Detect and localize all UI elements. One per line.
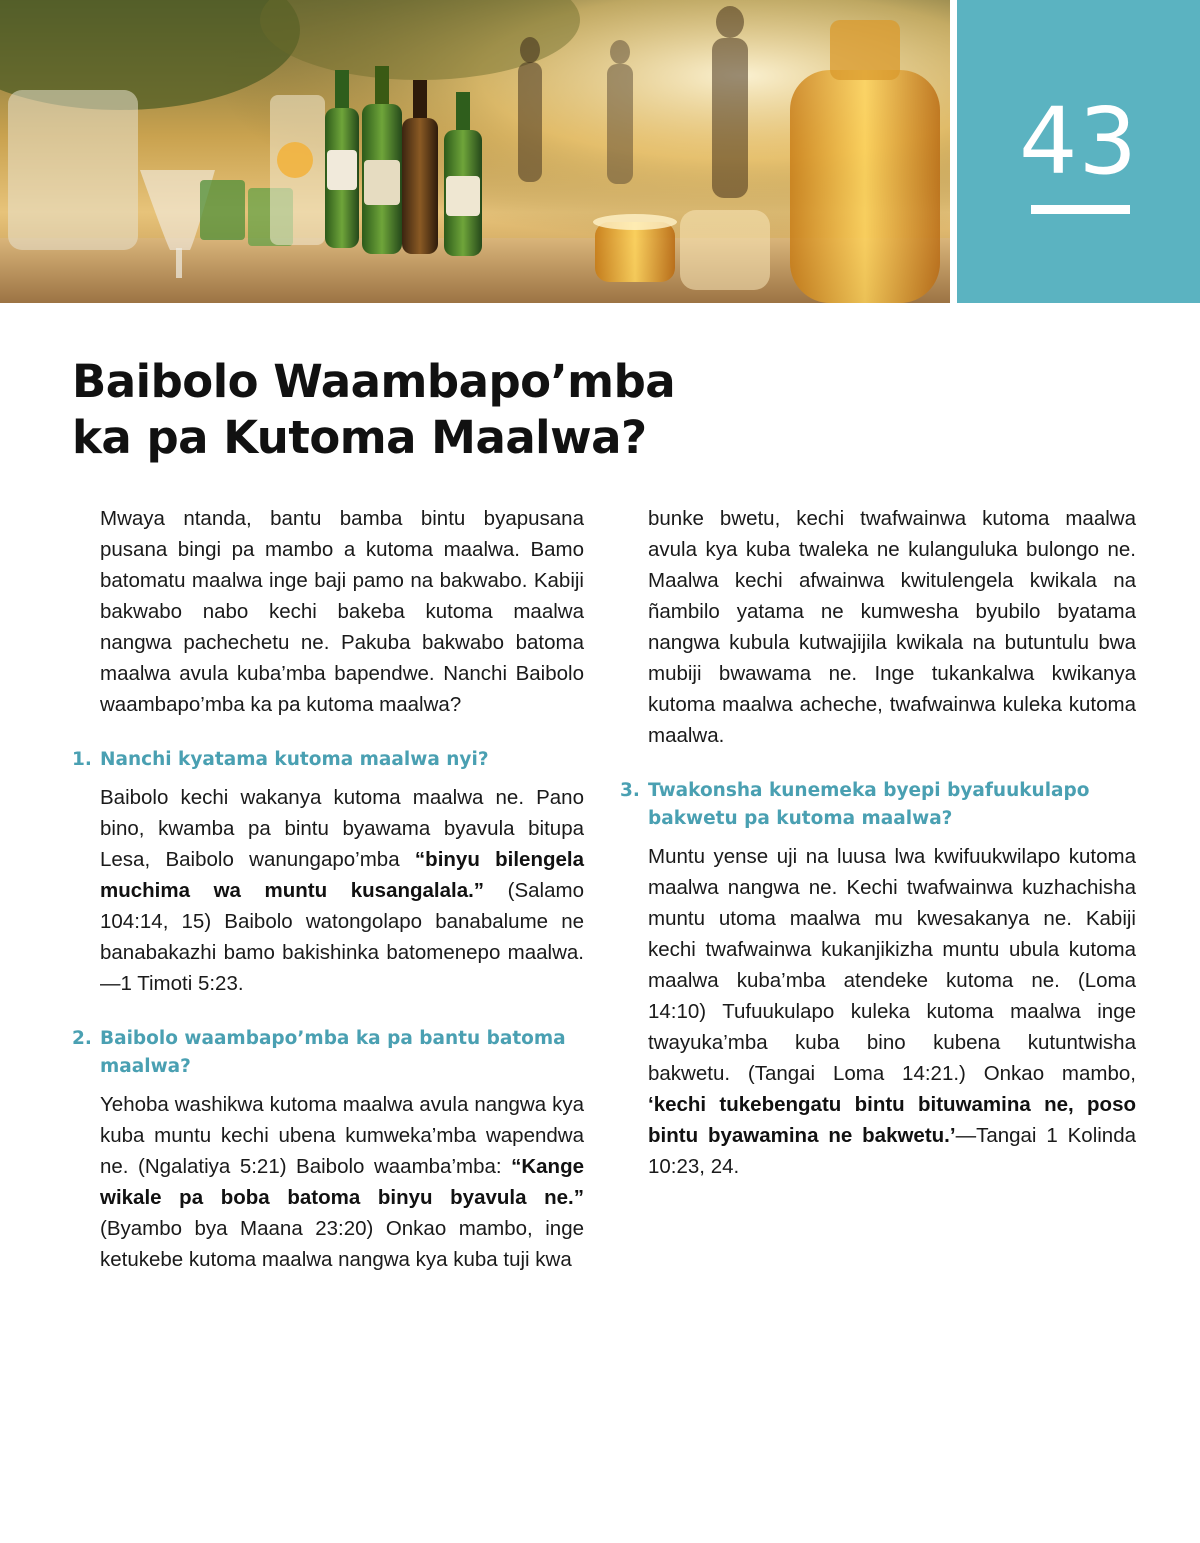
answer-1-paragraph bbox=[100, 782, 584, 999]
hero-photo bbox=[0, 0, 950, 303]
answer-3-bold-quote: ‘kechi tukebengatu bintu bituwamina ne, poso bintu byawamina ne bakwetu.’ bbox=[648, 1093, 1136, 1147]
lesson-number: 43 bbox=[1018, 88, 1139, 195]
left-column bbox=[72, 503, 584, 1275]
answer-1-text-a: Baibolo kechi wakanya kutoma maalwa ne. Pano bino, kwamba pa bintu byawama byavula bitupa Lesa, Baibolo wanungapo’mba bbox=[100, 786, 584, 871]
question-2 bbox=[72, 1025, 584, 1081]
answer-3-text-a: Muntu yense uji na luusa lwa kwifuukwilapo kutoma maalwa nangwa ne. Kechi twafwainwa kuzhachisha muntu utoma maalwa mu kwesakanya ne. Kabiji kechi twafwainwa kukanjikizha muntu ubula kutoma maalwa kuba’mba atendeke kutoma ne. (Loma 14:10) Tufuukulapo kuleka kutoma maalwa inge twayuka’mba kuba bino kubena kutuntwisha bakwetu. (Tangai Loma 14:21.) Onkao mambo, bbox=[648, 845, 1136, 1085]
question-3-text: Twakonsha kunemeka byepi byafuukulapo bakwetu pa kutoma maalwa? bbox=[648, 780, 1090, 829]
question-2-number: 2. bbox=[72, 1028, 92, 1049]
intro-paragraph: Mwaya ntanda, bantu bamba bintu byapusana pusana bingi pa mambo a kutoma maalwa. Bamo batomatu maalwa inge baji pamo na bakwabo. Kabiji bakwabo nabo kechi bakeba kutoma maalwa nangwa pachechetu ne. Pakuba bakwabo batoma maalwa avula kuba’mba bapendwe. Nanchi Baibolo waambapo’mba ka pa kutoma maalwa? bbox=[100, 507, 584, 716]
answer-1-bold-quote: “binyu bilengela muchima wa muntu kusangalala.” bbox=[100, 848, 585, 902]
answer-2-text-b: (Byambo bya Maana 23:20) Onkao mambo, inge ketukebe kutoma maalwa nangwa kya kuba tuji kwa bbox=[100, 1217, 584, 1271]
question-3 bbox=[620, 777, 1136, 833]
answer-2-bold-quote: “Kange wikale pa boba batoma binyu byavula ne.” bbox=[100, 1155, 584, 1209]
question-1-text: Nanchi kyatama kutoma maalwa nyi? bbox=[100, 749, 489, 770]
answer-2-continuation: bunke bwetu, kechi twafwainwa kutoma maalwa avula kya kuba twaleka ne kulanguluka bulongo ne. Maalwa kechi afwainwa kwitulengela kwikala na ñambilo yatama ne kumwesha byubilo byatama nangwa kubula kutwajijila kwikala na butuntulu bwa mubiji bwawama ne. Inge tukankalwa kwikanya kutoma maalwa acheche, twafwainwa kuleka kutoma maalwa. bbox=[648, 507, 1136, 747]
question-1 bbox=[72, 746, 584, 774]
answer-3-text-b: —Tangai 1 Kolinda 10:23, 24. bbox=[648, 1124, 1137, 1178]
question-2-text: Baibolo waambapo’mba ka pa bantu batoma maalwa? bbox=[100, 1028, 566, 1077]
answer-1-text-b: (Salamo 104:14, 15) Baibolo watongolapo banabalume ne banabakazhi bamo bakishinka batomenepo maalwa.—1 Timoti 5:23. bbox=[100, 879, 584, 995]
question-1-number: 1. bbox=[72, 749, 92, 770]
title-line-1: Baibolo Waambapo’mba bbox=[72, 355, 676, 408]
answer-3-paragraph bbox=[648, 841, 1136, 1182]
right-column bbox=[620, 503, 1136, 1208]
question-3-number: 3. bbox=[620, 780, 640, 801]
party-drinks-photo-icon bbox=[0, 0, 950, 303]
lesson-number-underline bbox=[1031, 205, 1130, 214]
answer-2-paragraph bbox=[100, 1089, 584, 1275]
title-line-2: ka pa Kutoma Maalwa? bbox=[72, 411, 647, 464]
answer-2-text-a: Yehoba washikwa kutoma maalwa avula nangwa kya kuba muntu kechi ubena kumweka’mba wapendwa ne. (Ngalatiya 5:21) Baibolo waamba’mba: bbox=[100, 1093, 584, 1178]
page-title bbox=[72, 354, 792, 466]
lesson-number-box bbox=[957, 0, 1200, 303]
